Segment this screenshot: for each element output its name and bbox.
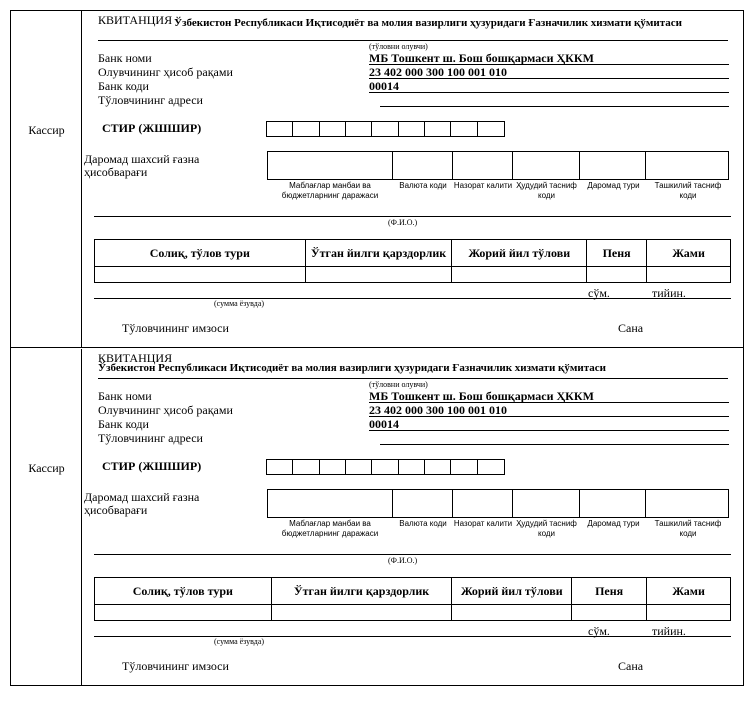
income-account-label: Даромад шахсий ғазна ҳисобварағи <box>84 490 200 517</box>
cashier-label: Кассир <box>28 461 65 475</box>
receipt-stub <box>11 11 82 347</box>
sum-words-caption: (сумма ёзувда) <box>214 299 265 308</box>
header-previous-debt: Ўтган йилги қарздорлик <box>271 578 452 605</box>
caption-regional-code: Ҳудудий тасниф коди <box>516 519 577 538</box>
bank-name-value: МБ Тошкент ш. Бош бошқармаси ҲККМ <box>369 51 594 65</box>
caption-organizational-code: Ташкилий тасниф коди <box>654 181 722 200</box>
bank-name-value: МБ Тошкент ш. Бош бошқармаси ҲККМ <box>369 389 594 403</box>
header-current-payment: Жорий йил тўлови <box>452 240 587 267</box>
fio-caption: (Ф.И.О.) <box>388 218 418 227</box>
payer-address-label: Тўловчининг адреси <box>98 431 203 445</box>
receipt-stub <box>11 349 82 686</box>
table-row <box>95 605 731 621</box>
receipt-title: Ўзбекистон Республикаси Иқтисодиёт ва молия вазирлиги ҳузуридаги Ғазначилик хизмати қўмитаси <box>98 362 606 374</box>
caption-currency-code: Валюта коди <box>399 519 447 528</box>
bank-code-label: Банк коди <box>98 417 149 431</box>
caption-income-type: Даромад тури <box>587 519 640 528</box>
bank-code-label: Банк коди <box>98 79 149 93</box>
sum-label: сўм. <box>588 624 610 638</box>
income-account-input[interactable] <box>267 489 729 518</box>
signature-label: Тўловчининг имзоси <box>122 321 229 335</box>
header-current-payment: Жорий йил тўлови <box>452 578 572 605</box>
header-total: Жами <box>647 578 731 605</box>
receipt-title: Ўзбекистон Республикаси Иқтисодиёт ва молия вазирлиги ҳузуридаги Ғазначилик хизмати қўмитаси <box>174 17 682 29</box>
stir-input[interactable] <box>266 459 505 475</box>
account-value: 23 402 000 300 100 001 010 <box>369 403 507 417</box>
receipt-part-top <box>11 11 743 348</box>
signature-label: Тўловчининг имзоси <box>122 659 229 673</box>
payee-caption: (тўловни олувчи) <box>369 42 428 51</box>
caption-regional-code: Ҳудудий тасниф коди <box>516 181 577 200</box>
account-label: Олувчининг ҳисоб рақами <box>98 403 233 417</box>
income-account-input[interactable] <box>267 151 729 180</box>
sum-label: сўм. <box>588 286 610 300</box>
account-value: 23 402 000 300 100 001 010 <box>369 65 507 79</box>
payee-caption: (тўловни олувчи) <box>369 380 428 389</box>
stir-input[interactable] <box>266 121 505 137</box>
bank-name-label: Банк номи <box>98 51 152 65</box>
receipt-part-bottom <box>11 349 743 686</box>
header-previous-debt: Ўтган йилги қарздорлик <box>305 240 452 267</box>
payment-table <box>94 577 731 621</box>
header-tax-type: Солиқ, тўлов тури <box>95 578 272 605</box>
header-tax-type: Солиқ, тўлов тури <box>95 240 306 267</box>
account-label: Олувчининг ҳисоб рақами <box>98 65 233 79</box>
tiyin-label: тийин. <box>652 624 686 638</box>
bank-code-value: 00014 <box>369 417 399 431</box>
caption-control-key: Назорат калити <box>453 519 513 528</box>
receipt-content <box>82 11 743 347</box>
header-penalty: Пеня <box>572 578 647 605</box>
stir-label: СТИР (ЖШШИР) <box>102 121 202 135</box>
bank-code-value: 00014 <box>369 79 399 93</box>
header-total: Жами <box>647 240 731 267</box>
date-label: Сана <box>618 321 644 335</box>
income-account-label: Даромад шахсий ғазна ҳисобварағи <box>84 152 200 179</box>
table-row <box>95 267 731 283</box>
caption-organizational-code: Ташкилий тасниф коди <box>654 519 722 538</box>
sum-words-caption: (сумма ёзувда) <box>214 637 265 646</box>
kvitantsiya-label: КВИТАНЦИЯ <box>98 351 173 365</box>
caption-income-type: Даромад тури <box>587 181 640 190</box>
caption-currency-code: Валюта коди <box>399 181 447 190</box>
stir-label: СТИР (ЖШШИР) <box>102 459 202 473</box>
payment-table <box>94 239 731 283</box>
caption-funding-source: Маблағлар манбаи ва бюджетларнинг даражаси <box>281 181 379 200</box>
payer-address-label: Тўловчининг адреси <box>98 93 203 107</box>
fio-caption: (Ф.И.О.) <box>388 556 418 565</box>
receipt-form <box>10 10 744 686</box>
cashier-label: Кассир <box>28 123 65 137</box>
receipt-content <box>82 349 743 686</box>
kvitantsiya-label: КВИТАНЦИЯ <box>98 13 173 27</box>
caption-control-key: Назорат калити <box>453 181 513 190</box>
tiyin-label: тийин. <box>652 286 686 300</box>
caption-funding-source: Маблағлар манбаи ва бюджетларнинг даражаси <box>281 519 379 538</box>
date-label: Сана <box>618 659 644 673</box>
header-penalty: Пеня <box>587 240 647 267</box>
bank-name-label: Банк номи <box>98 389 152 403</box>
